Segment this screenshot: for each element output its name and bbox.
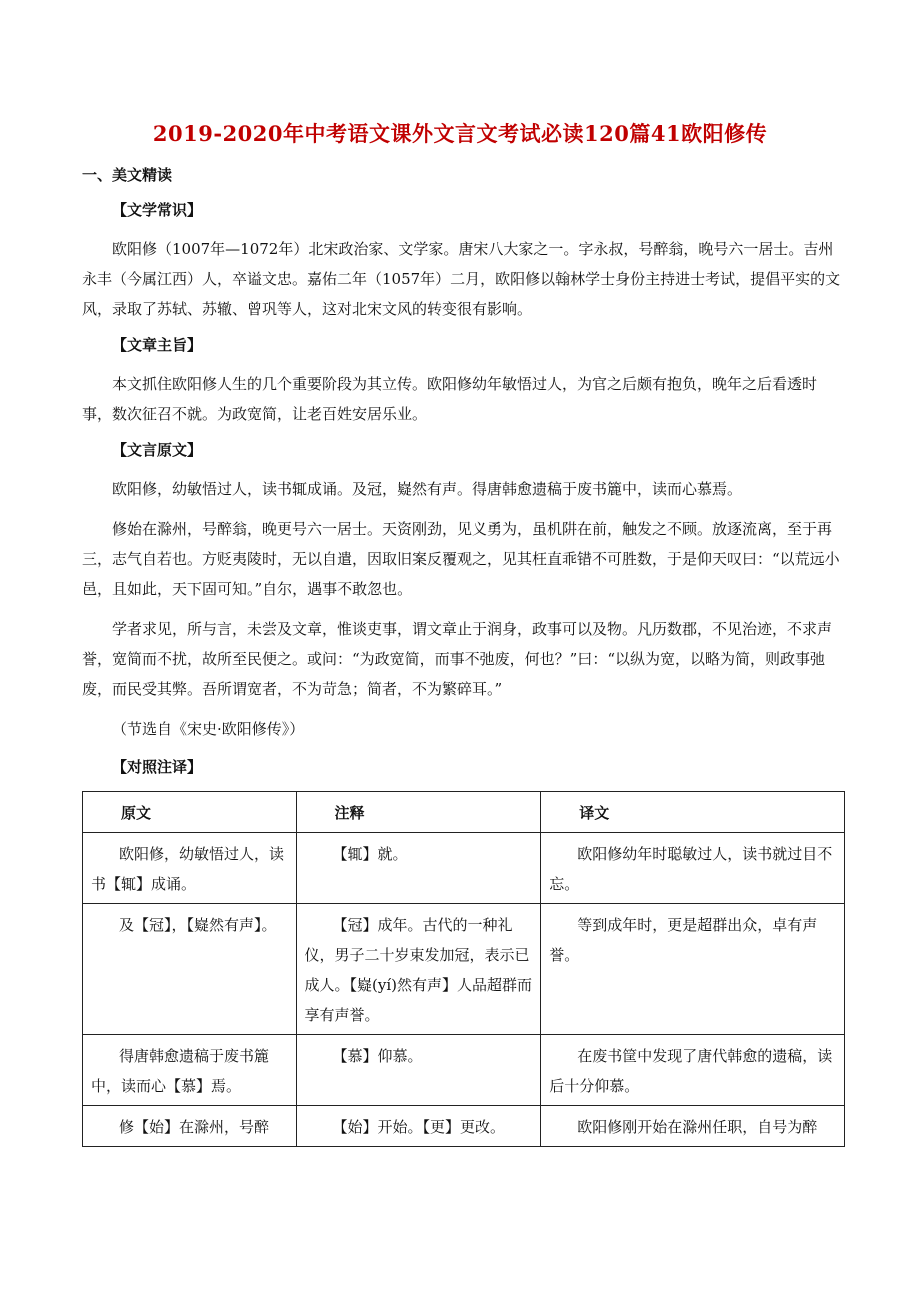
original-paragraph: 欧阳修，幼敏悟过人，读书辄成诵。及冠，嶷然有声。得唐韩愈遗稿于废书簏中，读而心慕焉。: [112, 480, 743, 498]
table-cell: 等到成年时，更是超群出众，卓有声誉。: [541, 904, 845, 1035]
column-header: 译文: [541, 792, 845, 833]
document-body: [82, 164, 842, 1147]
theme-paragraph: 本文抓住欧阳修人生的几个重要阶段为其立传。欧阳修幼年敏悟过人，为官之后颇有抱负，晚年之后看透时事，数次征召不就。为政宽简，让老百姓安居乐业。: [82, 375, 818, 423]
literary-knowledge-heading: 【文学常识】: [112, 201, 203, 219]
annotation-table-heading: 【对照注译】: [112, 758, 203, 776]
original-paragraph: 学者求见，所与言，未尝及文章，惟谈吏事，谓文章止于润身，政事可以及物。凡历数郡，不见治迹，不求声誉，宽简而不扰，故所至民便之。或问：“为政宽简，而事不弛废，何也？”曰：“以纵为宽，以略为简，则政事弛废，而民受其弊。吾所谓宽者，不为苛急；简者，不为繁碎耳。”: [82, 620, 833, 698]
table-header-row: [83, 792, 845, 833]
annotation-table: [82, 791, 845, 1147]
column-header: 注释: [296, 792, 541, 833]
table-row: [83, 1106, 845, 1147]
theme-heading: 【文章主旨】: [112, 336, 203, 354]
column-header: 原文: [83, 792, 297, 833]
table-row: [83, 1035, 845, 1106]
document-title: 2019-2020年中考语文课外文言文考试必读120篇41欧阳修传: [152, 121, 768, 146]
table-cell: 欧阳修，幼敏悟过人，读书【辄】成诵。: [83, 833, 297, 904]
table-cell: 【慕】仰慕。: [296, 1035, 541, 1106]
table-row: [83, 833, 845, 904]
original-paragraph: 修始在滁州，号醉翁，晚更号六一居士。天资刚劲，见义勇为，虽机阱在前，触发之不顾。放逐流离，至于再三，志气自若也。方贬夷陵时，无以自遣，因取旧案反覆观之，见其枉直乖错不可胜数，于是仰天叹曰：“以荒远小邑，且如此，天下固可知。”自尔，遇事不敢忽也。: [82, 520, 840, 598]
literary-knowledge-paragraph: 欧阳修（1007年—1072年）北宋政治家、文学家。唐宋八大家之一。字永叔，号醉翁，晚号六一居士。吉州永丰（今属江西）人，卒谥文忠。嘉佑二年（1057年）二月，欧阳修以翰林学士身份主持进士考试，提倡平实的文风，录取了苏轼、苏辙、曾巩等人，这对北宋文风的转变很有影响。: [82, 240, 841, 318]
table-cell: 修【始】在滁州，号醉: [83, 1106, 297, 1147]
table-cell: 得唐韩愈遗稿于废书簏中，读而心【慕】焉。: [83, 1035, 297, 1106]
original-text-heading: 【文言原文】: [112, 441, 203, 459]
table-cell: 【冠】成年。古代的一种礼仪，男子二十岁束发加冠，表示已成人。【嶷(yí)然有声】人品超群而享有声誉。: [296, 904, 541, 1035]
table-cell: 欧阳修幼年时聪敏过人，读书就过目不忘。: [541, 833, 845, 904]
table-cell: 在废书筐中发现了唐代韩愈的遗稿，读后十分仰慕。: [541, 1035, 845, 1106]
section-heading: 一、美文精读: [82, 166, 173, 184]
table-cell: 及【冠】，【嶷然有声】。: [83, 904, 297, 1035]
table-cell: 欧阳修刚开始在滁州任职，自号为醉: [541, 1106, 845, 1147]
table-cell: 【始】开始。【更】更改。: [296, 1106, 541, 1147]
table-cell: 【辄】就。: [296, 833, 541, 904]
source-note: （节选自《宋史·欧阳修传》）: [112, 720, 305, 738]
table-row: [83, 904, 845, 1035]
